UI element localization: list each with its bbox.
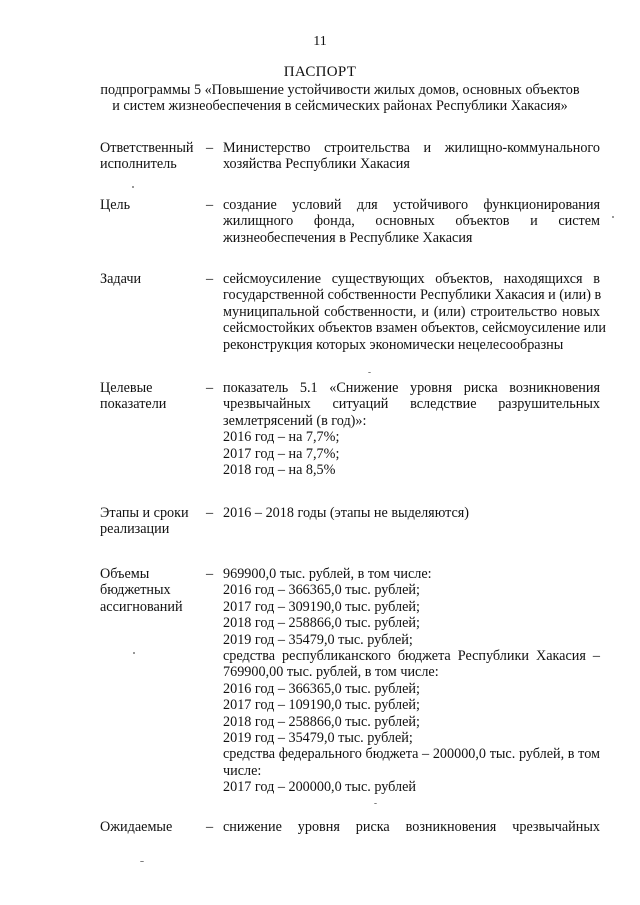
label-line: Целевые	[100, 380, 153, 396]
label-line: Ожидаемые	[100, 819, 173, 835]
content-line: числе:	[223, 762, 262, 779]
content-line: средства федерального бюджета – 200000,0 тыс. рублей, в том	[223, 746, 600, 763]
content-line: 2018 год – на 8,5%	[223, 462, 336, 479]
row-dash: –	[206, 271, 214, 287]
content-line: 2016 год – 366365,0 тыс. рублей;	[223, 582, 420, 599]
content-line: 2019 год – 35479,0 тыс. рублей;	[223, 730, 413, 747]
content-line: чрезвычайных ситуаций вследствие разрушительных	[223, 396, 600, 413]
row-content	[223, 197, 600, 246]
subtitle-line: подпрограммы 5 «Повышение устойчивости жилых домов, основных объектов	[100, 82, 580, 98]
scan-speck	[132, 186, 134, 188]
row-dash: –	[206, 566, 214, 582]
label-line: показатели	[100, 396, 167, 413]
scan-speck	[368, 372, 371, 373]
row-content	[223, 140, 600, 173]
row-dash: –	[206, 197, 214, 213]
content-line: Министерство строительства и жилищно-коммунального	[223, 140, 600, 156]
row-content	[223, 271, 606, 353]
row-dash: –	[206, 819, 214, 835]
subtitle-line: и систем жизнеобеспечения в сейсмических районах Республики Хакасия»	[112, 98, 568, 114]
content-line: 2016 – 2018 годы (этапы не выделяются)	[223, 505, 470, 521]
row-label	[100, 271, 200, 287]
scan-speck	[140, 861, 144, 862]
content-line: 2016 год – на 7,7%;	[223, 429, 340, 446]
row-dash: –	[206, 505, 214, 521]
row-content	[223, 819, 600, 835]
content-line: создание условий для устойчивого функционирования	[223, 197, 600, 213]
content-line: средства республиканского бюджета Республики Хакасия –	[223, 648, 600, 665]
content-line: 2019 год – 35479,0 тыс. рублей;	[223, 631, 413, 648]
label-line: исполнитель	[100, 156, 177, 173]
content-line: 2017 год – 309190,0 тыс. рублей;	[223, 598, 420, 615]
row-label	[100, 197, 200, 213]
row-label	[100, 819, 200, 835]
label-line: Этапы и сроки	[100, 505, 189, 521]
content-line: 2017 год – 200000,0 тыс. рублей	[223, 779, 416, 796]
content-line: землетрясений (в год)»:	[223, 412, 367, 429]
content-line: государственной собственности Республики Хакасия и (или) в	[223, 287, 602, 304]
label-line: Цель	[100, 197, 131, 213]
row-label	[100, 380, 200, 413]
scan-speck	[374, 803, 377, 804]
content-line: 2018 год – 258866,0 тыс. рублей;	[223, 713, 420, 730]
row-dash: –	[206, 140, 214, 156]
content-line: жилищного фонда, основных объектов и систем	[223, 213, 600, 230]
content-line: реконструкция которых экономически нецелесообразны	[223, 336, 564, 353]
content-line: сейсмоусиление существующих объектов, находящихся в	[223, 271, 600, 287]
content-line: 2018 год – 258866,0 тыс. рублей;	[223, 615, 420, 632]
label-line: бюджетных	[100, 582, 171, 599]
label-line: Задачи	[100, 271, 142, 287]
row-label	[100, 566, 200, 615]
page-number: 11	[313, 34, 327, 49]
label-line: ассигнований	[100, 598, 183, 615]
content-line: снижение уровня риска возникновения чрезвычайных	[223, 819, 600, 835]
row-content	[223, 380, 600, 478]
scan-speck	[133, 652, 135, 654]
label-line: реализации	[100, 521, 170, 538]
content-line: 2017 год – 109190,0 тыс. рублей;	[223, 697, 420, 714]
content-line: показатель 5.1 «Снижение уровня риска возникновения	[223, 380, 600, 396]
content-line: хозяйства Республики Хакасия	[223, 156, 410, 173]
label-line: Объемы	[100, 566, 150, 582]
content-line: жизнеобеспечения в Республике Хакасия	[223, 229, 473, 246]
content-line: сейсмостойких объектов взамен объектов, сейсмоусиление или	[223, 320, 606, 337]
row-dash: –	[206, 380, 214, 396]
row-content	[223, 566, 600, 796]
document-title: ПАСПОРТ	[283, 64, 357, 80]
label-line: Ответственный	[100, 140, 194, 156]
content-line: 2016 год – 366365,0 тыс. рублей;	[223, 680, 420, 697]
content-line: 769900,00 тыс. рублей, в том числе:	[223, 664, 439, 681]
content-line: муниципальной собственности, и (или) строительство новых	[223, 303, 600, 320]
content-line: 969900,0 тыс. рублей, в том числе:	[223, 566, 432, 582]
scan-speck	[612, 216, 614, 218]
content-line: 2017 год – на 7,7%;	[223, 445, 340, 462]
document-subtitle	[60, 82, 620, 114]
row-label	[100, 505, 200, 538]
row-label	[100, 140, 200, 173]
row-content	[223, 505, 600, 521]
